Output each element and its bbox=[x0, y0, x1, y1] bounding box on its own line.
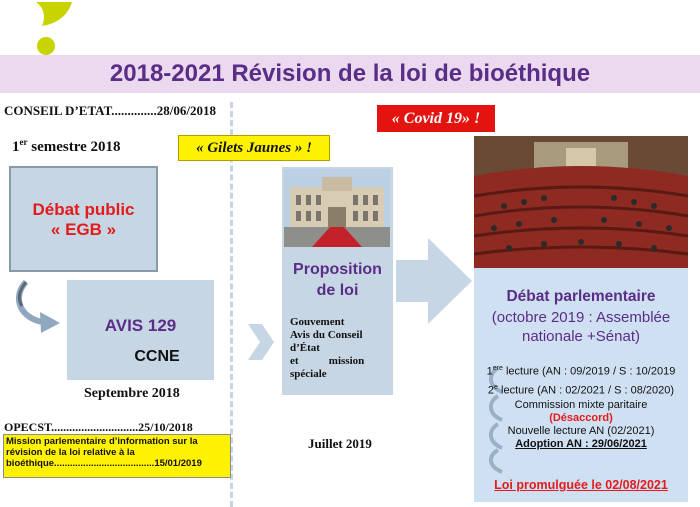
semestre-label: 1er semestre 2018 bbox=[12, 137, 121, 155]
covid-badge: « Covid 19» ! bbox=[377, 105, 495, 132]
proposition-title: Proposition de loi bbox=[293, 261, 382, 299]
chevron-right-icon bbox=[244, 322, 276, 362]
arrow-right-icon bbox=[396, 238, 474, 324]
curved-arrow-icon bbox=[12, 276, 74, 338]
logo-icon bbox=[32, 2, 76, 60]
ccne-label: CCNE bbox=[134, 348, 180, 365]
debat-parlementaire-subtitle: (octobre 2019 : Assemblée nationale +Sénat) bbox=[491, 309, 671, 345]
juillet-date: Juillet 2019 bbox=[308, 436, 372, 451]
page-title: 2018-2021 Révision de la loi de bioéthique bbox=[109, 60, 591, 87]
elysee-photo bbox=[284, 169, 390, 247]
opecst-label: OPECST.............................25/10/2018 bbox=[4, 420, 193, 434]
conseil-etat-label: CONSEIL D’ETAT..............28/06/2018 bbox=[4, 103, 216, 118]
assemblee-photo bbox=[474, 136, 688, 268]
debat-parlementaire-details: 1ere lecture (AN : 09/2019 / S : 10/2019 2e lecture (AN : 02/2021 / S : 08/2020) Commission mixte paritaire (Désaccord) Nouvelle lecture AN (02/2021) Adoption AN : 29/06/2021 bbox=[486, 365, 676, 451]
debat-parlementaire-title: Débat parlementaire bbox=[506, 288, 656, 305]
avis-date: Septembre 2018 bbox=[84, 386, 180, 401]
mission-box: Mission parlementaire d’information sur la révision de la loi relative à la bioéthique......................................15/01/2019 bbox=[3, 434, 231, 478]
debat-public-label: Débat public « EGB » bbox=[32, 200, 135, 239]
loi-promulguee: Loi promulguée le 02/08/2021 bbox=[494, 478, 668, 492]
gilets-jaunes-badge: « Gilets Jaunes » ! bbox=[178, 135, 330, 161]
avis-title: AVIS 129 bbox=[104, 316, 177, 335]
proposition-details: Gouvement Avis du Conseil d’État et mission spéciale bbox=[290, 316, 365, 380]
